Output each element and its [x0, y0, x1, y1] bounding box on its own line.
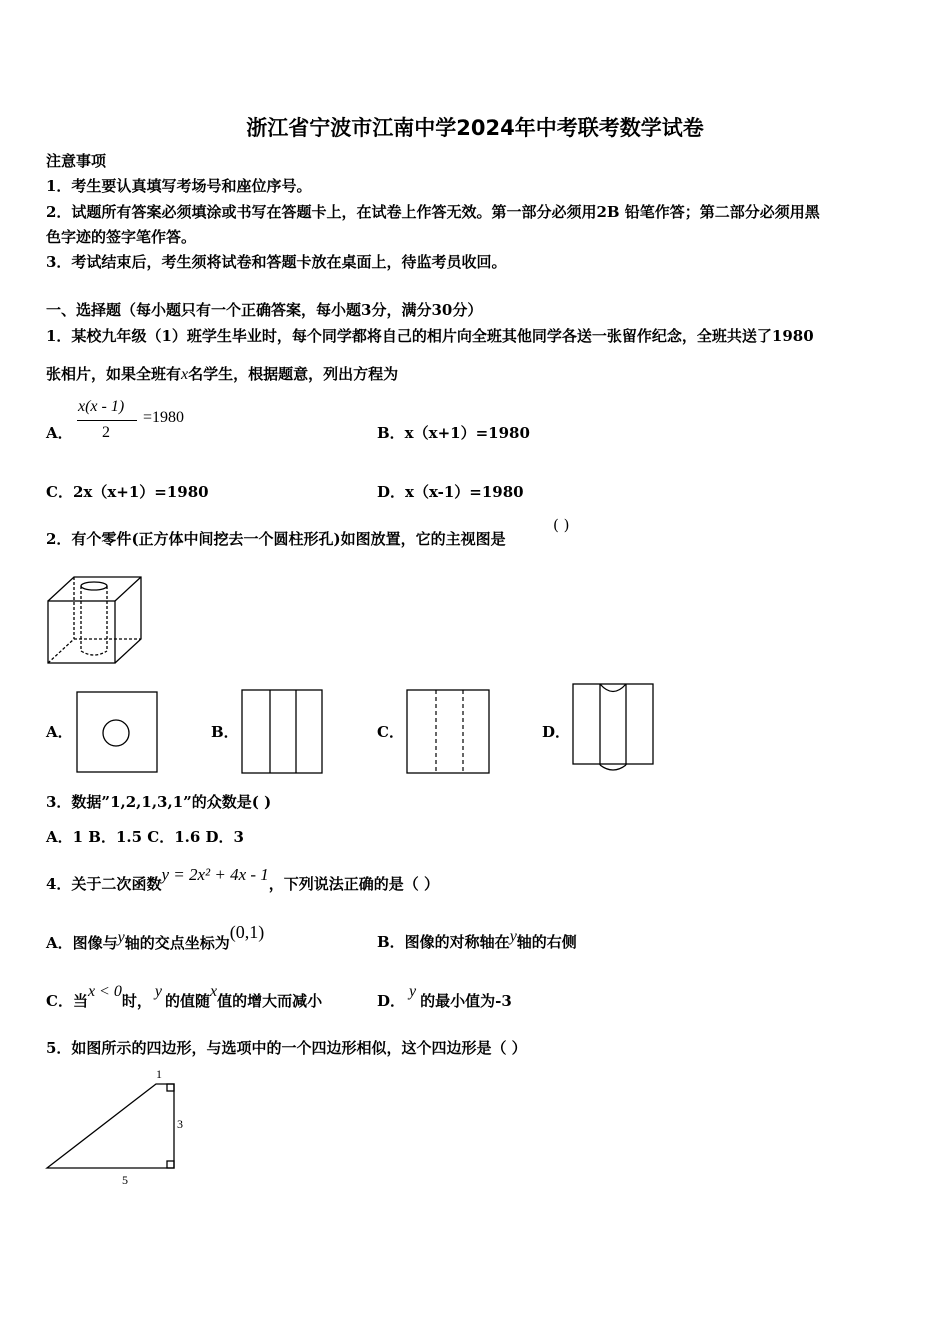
notice-heading: 注意事项 [46, 152, 107, 170]
q4-option-d[interactable] [377, 983, 512, 1012]
q1-option-a-denominator: 2 [102, 424, 110, 441]
q4-option-c-text-2: 时， [121, 992, 152, 1010]
q4-option-a-text: A．图像与 [46, 934, 118, 952]
question-3-text: 3．数据”1,2,1,3,1”的众数是( ) [46, 793, 272, 811]
q4-option-c-condition: x < 0 [87, 983, 122, 1000]
notice-item: 1．考生要认真填写考场号和座位序号。 [46, 177, 312, 195]
q4-option-b-text-2: 轴的右侧 [516, 933, 577, 951]
q1-option-c[interactable]: C．2x（x+1）=1980 [46, 483, 209, 501]
q4-option-a[interactable] [46, 922, 265, 954]
q4-text-b: ，下列说法正确的是（ ） [268, 875, 440, 893]
cube-with-hole-figure [46, 575, 156, 670]
question-1-text-2 [46, 364, 398, 385]
fraction-bar [77, 420, 137, 421]
q2-option-c-label[interactable]: C． [377, 723, 404, 741]
q4-option-a-y: y [117, 929, 125, 946]
q4-text-a: 4．关于二次函数 [46, 875, 162, 893]
q1-option-a-rhs: =1980 [143, 409, 185, 426]
trapezoid-figure [44, 1064, 194, 1189]
q4-option-a-point: (0,1) [229, 922, 265, 942]
q4-option-c-text-3: 的值随 [164, 992, 210, 1010]
q2-option-d-figure[interactable] [572, 683, 656, 775]
q2-option-a-label[interactable]: A． [46, 723, 73, 741]
answer-paren: ( ) [553, 516, 570, 534]
side-label-right: 3 [177, 1117, 183, 1131]
q2-option-d-label[interactable]: D． [542, 723, 571, 741]
q4-option-c-y: y [154, 983, 162, 1000]
q4-option-c-text: C．当 [46, 992, 88, 1010]
q4-option-c-x: x [210, 983, 218, 1000]
q1-text-a: 张相片，如果全班有 [46, 365, 182, 383]
notice-item: 2．试题所有答案必须填涂或书写在答题卡上，在试卷上作答无效。第一部分必须用2B 铅笔作答；第二部分必须用黑 [46, 203, 820, 221]
q2-option-b-figure[interactable] [241, 689, 323, 774]
q4-option-c[interactable] [46, 983, 323, 1012]
q4-option-d-text-2: 的最小值为-3 [420, 992, 512, 1010]
q3-options[interactable]: A．1 B．1.5 C．1.6 D．3 [46, 828, 244, 846]
q2-option-c-figure[interactable] [406, 689, 490, 774]
q1-option-d[interactable]: D．x（x-1）=1980 [377, 483, 524, 501]
q1-var-x: x [181, 366, 189, 383]
q1-option-b[interactable]: B．x（x+1）=1980 [377, 424, 530, 442]
q4-option-a-text-2: 轴的交点坐标为 [124, 934, 230, 952]
q4-option-d-y: y [409, 983, 417, 1000]
notice-item: 3．考试结束后，考生须将试卷和答题卡放在桌面上，待监考员收回。 [46, 253, 507, 271]
notice-item: 色字迹的签字笔作答。 [46, 228, 197, 246]
q2-option-b-label[interactable]: B． [211, 723, 239, 741]
question-5-text: 5．如图所示的四边形，与选项中的一个四边形相似，这个四边形是（ ） [46, 1039, 527, 1057]
q4-option-b-text: B．图像的对称轴在 [377, 933, 510, 951]
q2-option-a-figure[interactable] [76, 691, 158, 773]
question-1-text: 1．某校九年级（1）班学生毕业时，每个同学都将自己的相片向全班其他同学各送一张留作纪念，全班共送了1980 [46, 327, 814, 345]
question-4-text [46, 865, 440, 894]
side-label-top: 1 [156, 1067, 162, 1081]
q1-option-a-numerator: x(x - 1) [78, 398, 125, 415]
q4-option-c-text-4: 值的增大而减小 [217, 992, 323, 1010]
question-2-text: 2．有个零件(正方体中间挖去一个圆柱形孔)如图放置，它的主视图是 [46, 530, 506, 548]
section-heading: 一、选择题（每小题只有一个正确答案，每小题3分，满分30分） [46, 301, 483, 319]
q4-expression: y = 2x² + 4x - 1 [161, 865, 269, 884]
q4-option-d-text: D． [377, 992, 406, 1010]
q1-text-b: 名学生，根据题意，列出方程为 [188, 365, 399, 383]
q4-option-b[interactable] [377, 928, 577, 953]
page-title: 浙江省宁波市江南中学2024年中考联考数学试卷 [246, 116, 704, 140]
side-label-bottom: 5 [122, 1173, 128, 1187]
q1-option-a-label[interactable]: A． [46, 424, 73, 442]
q4-option-b-y: y [509, 928, 517, 945]
